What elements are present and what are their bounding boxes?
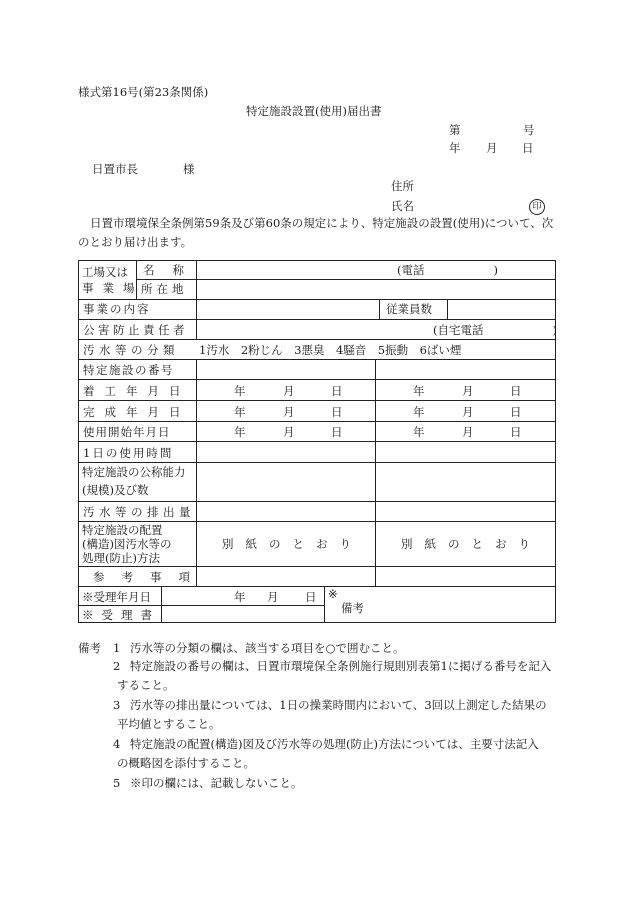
seal-mark — [529, 199, 545, 215]
capacity-label-2: (規模)及び数 — [82, 483, 149, 497]
start-date-label: 着工年月日 — [83, 384, 191, 398]
form-number: 様式第16号(第23条関係) — [78, 85, 209, 99]
note-2-number: 2 — [113, 659, 121, 673]
business-label: 事業の内容 — [83, 302, 151, 316]
note-5: ※印の欄には、記載しないこと。 — [130, 776, 303, 790]
receipt-field[interactable] — [164, 607, 321, 621]
manager-label: 公害防止責任者 — [83, 323, 188, 337]
note-3b: 平均値とすること。 — [117, 717, 221, 731]
name-label: 氏名 — [391, 199, 414, 213]
note-4a: 特定施設の配置(構造)図及び汚水等の処理(防止)方法については、主要寸法記入 — [130, 737, 539, 751]
intro-line-1: 日置市環境保全条例第59条及び第60条の規定により、特定施設の設置(使用)について、次 — [90, 216, 554, 230]
complete-year-1: 年 — [234, 405, 246, 419]
employees-label: 従業員数 — [386, 302, 432, 316]
manager-field[interactable] — [199, 321, 439, 337]
location-label: 所在地 — [141, 282, 188, 296]
complete-month-1: 月 — [283, 405, 295, 419]
number-go: 号 — [523, 123, 535, 137]
use-start-year-1: 年 — [234, 425, 246, 439]
start-year-1: 年 — [234, 384, 246, 398]
note-1: 汚水等の分類の欄は、該当する項目を○で囲むこと。 — [130, 641, 405, 655]
receipt-month: 月 — [267, 590, 279, 604]
classification-label: 汚水等の分類 — [83, 343, 179, 357]
receipt-year: 年 — [234, 590, 246, 604]
document-title: 特定施設設置(使用)届出書 — [246, 104, 382, 118]
factory-label-2 — [82, 281, 144, 295]
layout-label-3: 処理(防止)方法 — [82, 551, 160, 565]
start-year-2: 年 — [413, 384, 425, 398]
complete-day-1: 日 — [331, 405, 343, 419]
complete-day-2: 日 — [510, 405, 522, 419]
phone-label: (電話 ) — [397, 263, 498, 277]
note-5-number: 5 — [113, 776, 121, 790]
addressee: 日置市長 — [92, 162, 138, 176]
application-form-table — [78, 260, 556, 623]
note-4b: の概略図を添付すること。 — [117, 756, 255, 770]
use-start-month-2: 月 — [462, 425, 474, 439]
reference-label: 参考事項 — [93, 570, 207, 584]
factory-label-1: 工場又は — [82, 265, 128, 279]
classification-options[interactable]: 1汚水 2粉じん 3悪臭 4騒音 5振動 6ばい煙 — [199, 343, 462, 357]
capacity-label-1: 特定施設の公称能力 — [82, 465, 186, 479]
discharge-field-2[interactable] — [378, 504, 552, 520]
start-day-2: 日 — [510, 384, 522, 398]
daily-hours-field-2[interactable] — [378, 444, 552, 460]
date-month: 月 — [486, 141, 498, 155]
use-start-year-2: 年 — [413, 425, 425, 439]
discharge-field-1[interactable] — [199, 504, 371, 520]
start-month-2: 月 — [462, 384, 474, 398]
honorific: 様 — [183, 162, 195, 176]
start-month-1: 月 — [283, 384, 295, 398]
discharge-label: 汚水等の排出量 — [83, 505, 195, 519]
receipt-day: 日 — [305, 590, 317, 604]
note-2a: 特定施設の番号の欄は、日置市環境保全条例施行規則別表第1に掲げる番号を記入 — [130, 659, 552, 673]
use-start-month-1: 月 — [283, 425, 295, 439]
attached-note-1: 別紙のとおり — [222, 537, 363, 551]
location-field[interactable] — [199, 281, 552, 297]
note-3a: 汚水等の排出量については、1日の操業時間内において、3回以上測定した結果の — [130, 698, 547, 712]
note-2b: すること。 — [117, 678, 175, 692]
employees-field[interactable] — [450, 301, 552, 317]
capacity-field-1[interactable] — [199, 465, 371, 499]
facility-number-field-1[interactable] — [199, 361, 371, 377]
date-year: 年 — [449, 141, 461, 155]
use-start-day-1: 日 — [331, 425, 343, 439]
capacity-field-2[interactable] — [378, 465, 552, 499]
note-3-number: 3 — [113, 698, 121, 712]
layout-label-2: (構造)図汚水等の — [82, 537, 172, 551]
remarks-label: 備考 — [341, 601, 364, 615]
notes-label: 備考 — [78, 641, 101, 655]
complete-year-2: 年 — [413, 405, 425, 419]
intro-line-2: のとおり届け出ます。 — [78, 235, 193, 249]
note-1-number: 1 — [113, 641, 121, 655]
reference-field-1[interactable] — [199, 568, 371, 584]
remarks-mark: ※ — [328, 587, 338, 601]
layout-label-1: 特定施設の配置 — [82, 523, 163, 537]
address-label: 住所 — [391, 179, 414, 193]
reference-field-2[interactable] — [378, 568, 552, 584]
name-field-label: 名称 — [143, 263, 202, 277]
use-start-date-label: 使用開始年月日 — [83, 425, 171, 439]
daily-hours-field-1[interactable] — [199, 444, 371, 460]
name-field[interactable] — [199, 262, 552, 278]
complete-month-2: 月 — [462, 405, 474, 419]
facility-number-label: 特定施設の番号 — [83, 363, 174, 377]
date-day: 日 — [522, 141, 534, 155]
number-dai: 第 — [449, 123, 461, 137]
receipt-label: ※受理書 — [82, 608, 160, 622]
daily-hours-label: 1日の使用時間 — [83, 446, 174, 460]
start-day-1: 日 — [331, 384, 343, 398]
seal-icon: 印 — [529, 199, 545, 215]
business-field[interactable] — [159, 301, 377, 317]
attached-note-2: 別紙のとおり — [401, 537, 542, 551]
home-phone-label: (自宅電話 ) — [433, 323, 557, 337]
facility-number-field-2[interactable] — [378, 361, 552, 377]
factory-label-2-text: 事業場 — [82, 281, 144, 295]
receipt-date-label: ※受理年月日 — [82, 590, 151, 604]
note-4-number: 4 — [113, 737, 121, 751]
use-start-day-2: 日 — [510, 425, 522, 439]
complete-date-label: 完成年月日 — [83, 405, 191, 419]
